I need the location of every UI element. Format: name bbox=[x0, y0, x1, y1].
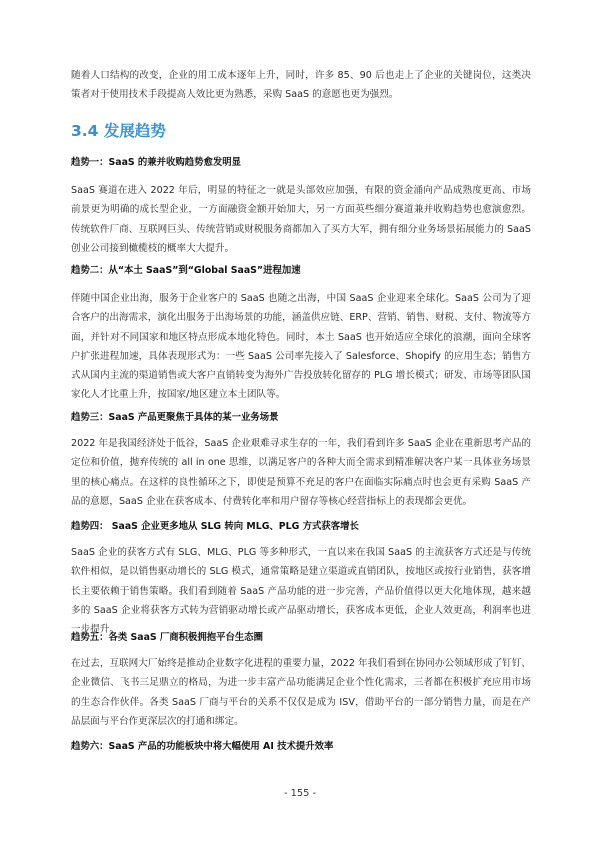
trend-4-body: SaaS 企业的获客方式有 SLG、MLG、PLG 等多种形式，一直以来在我国 SaaS 的主流获客方式还是与传统软件相似，是以销售驱动增长的 SLG 模式，通常策略是建立渠道或直销团队，按地区或按行业销售，获客增长主要依赖于销售策略。我们看到随着 SaaS 产品功能的进一步完善，产品价值得以更大化地体现，越来越多的 SaaS 企业将获客方式转为营销驱动增长或产品驱动增长，获客成本更低，企业人效更高，利润率也进一步提升。 bbox=[71, 547, 531, 636]
trend-3-heading: 趋势三：SaaS 产品更聚焦于具体的某一业务场景 bbox=[71, 412, 279, 423]
trend-4-heading: 趋势四： SaaS 企业更多地从 SLG 转向 MLG、PLG 方式获客增长 bbox=[71, 521, 359, 532]
section-title: 3.4 发展趋势 bbox=[71, 122, 166, 140]
trend-5-heading: 趋势五：各类 SaaS 厂商积极拥抱平台生态圈 bbox=[71, 632, 264, 643]
trend-5-body: 在过去，互联网大厂始终是推动企业数字化进程的重要力量，2022 年我们看到在协同办公领域形成了钉钉、企业微信、飞书三足鼎立的格局，为进一步丰富产品功能满足企业个性化需求，三者都在积极扩充应用市场的生态合作伙伴。各类 SaaS 厂商与平台的关系不仅仅是成为 ISV，借助平台的一部分销售力量，而是在产品层面与平台作更深层次的打通和绑定。 bbox=[71, 658, 531, 727]
trend-3-body: 2022 年是我国经济处于低谷，SaaS 企业艰难寻求生存的一年，我们看到许多 SaaS 企业在重新思考产品的定位和价值，抛弃传统的 all in one 思维，以满足客户的各种大而全需求到精准解决客户某一具体业务场景里的核心痛点。在这样的良性循环之下，即使是预算不充足的客户在面临实际痛点时也会更有采购 SaaS 产品的意愿，SaaS 企业在获客成本、付费转化率和用户留存等核心经营指标上的表现都会更优。 bbox=[71, 438, 531, 507]
trend-1-heading: 趋势一：SaaS 的兼并收购趋势愈发明显 bbox=[71, 157, 242, 168]
page-number: - 155 - bbox=[284, 788, 316, 799]
trend-1-body: SaaS 赛道在进入 2022 年后，明显的特征之一就是头部效应加强，有限的资金涌向产品成熟度更高、市场前景更为明确的成长型企业，一方面融资金额开始加大，另一方面英些细分赛道兼并收购趋势也愈演愈烈。传统软件厂商、互联网巨头、传统营销或财税服务商都加入了买方大军，拥有细分业务场景拓展能力的 SaaS 创业公司接到橄榄枝的概率大大提升。 bbox=[71, 185, 531, 254]
trend-6-heading: 趋势六：SaaS 产品的功能板块中将大幅使用 AI 技术提升效率 bbox=[71, 741, 334, 752]
trend-2-body: 伴随中国企业出海，服务于企业客户的 SaaS 也随之出海，中国 SaaS 企业迎来全球化。SaaS 公司为了迎合客户的出海需求，演化出服务于出海场景的功能，涵盖供应链、ERP、营销、销售、财税、支付、物流等方面，并针对不同国家和地区特点形成本地化特色。同时，本土 SaaS 也开始适应全球化的浪潮，面向全球客户扩张进程加速，具体表现形式为：一些 SaaS 公司率先接入了 Salesforce、Shopify 的应用生态；销售方式从国内主流的渠道销售或大客户直销转变为海外广告投放转化留存的 PLG 增长模式；研发、市场等团队国家化人才比重上升，按国家/地区建立本土团队等。 bbox=[71, 293, 531, 401]
intro-paragraph: 随着人口结构的改变，企业的用工成本逐年上升，同时，许多 85、90 后也走上了企业的关键岗位，这类决策者对于使用技术手段提高人效比更为熟悉，采购 SaaS 的意愿也更为强烈。 bbox=[71, 70, 531, 101]
trend-2-heading: 趋势二：从“本土 SaaS”到“Global SaaS”进程加速 bbox=[71, 265, 301, 276]
